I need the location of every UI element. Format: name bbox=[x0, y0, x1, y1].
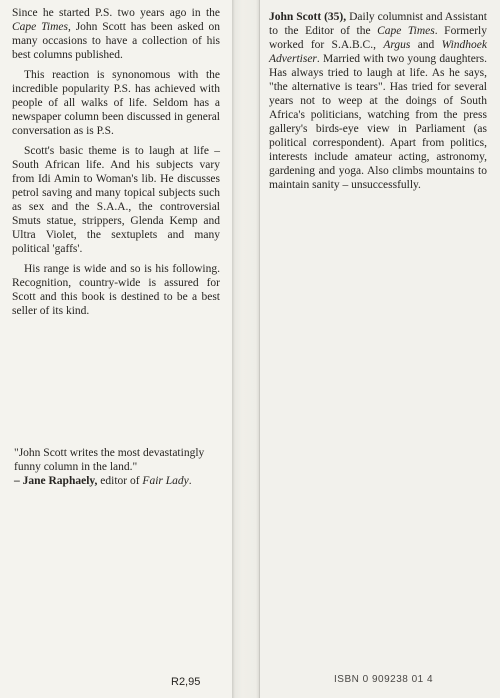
blurb-paragraph-2: This reaction is synonomous with the incredible popularity P.S. has achieved with people of all walks of life. Seldom has a newspaper column been discussed in general conversation as is P.S. bbox=[12, 69, 220, 137]
review-quote: "John Scott writes the most devastatingly funny column in the land." – Jane Raphaely, editor of Fair Lady. bbox=[14, 447, 205, 487]
fold-gutter bbox=[232, 0, 260, 698]
blurb-text bbox=[12, 6, 220, 324]
quote-text: "John Scott writes the most devastatingly funny column in the land." bbox=[14, 447, 205, 473]
author-name: John Scott (35), bbox=[269, 11, 347, 23]
quote-publication: Fair Lady bbox=[142, 475, 189, 487]
blurb-paragraph-3: Scott's basic theme is to laugh at life – South African life. And his subjects vary from Idi Amin to Woman's lib. He discusses petrol saving and many topical subjects such as sex and the S.A.A., the controversial Smuts statue, strippers, Glenda Kemp and Ultra Violet, the sextuplets and many political 'gaffs'. bbox=[12, 145, 220, 255]
blurb-paragraph-1: Since he started P.S. two years ago in the Cape Times, John Scott has been asked on many occasions to have a collection of his best columns published. bbox=[12, 7, 220, 61]
publication-name: Cape Times bbox=[12, 21, 68, 33]
isbn-label: ISBN 0 909238 01 4 bbox=[334, 674, 434, 685]
quote-author: – Jane Raphaely, bbox=[14, 475, 98, 487]
blurb-paragraph-4: His range is wide and so is his following. Recognition, country-wide is assured for Scott and this book is destined to be a best seller of its kind. bbox=[12, 263, 220, 317]
price-label: R2,95 bbox=[171, 676, 201, 688]
author-bio bbox=[269, 10, 487, 198]
bio-paragraph: John Scott (35), Daily columnist and Assistant to the Editor of the Cape Times. Formerly worked for S.A.B.C., Argus and Windhoek Advertiser. Married with two young daughters. Has always tried to laugh at life. As he says, "the alternative is tears". Has tried for several years not to weep at the doings of South Africa's politicians, watching from the press gallery's birds-eye view in Parliament (as political correspondent). Apart from politics, interests include amateur acting, astronomy, gardening and yoga. Also climbs mountains to maintain sanity – unsuccessfully. bbox=[269, 11, 487, 191]
